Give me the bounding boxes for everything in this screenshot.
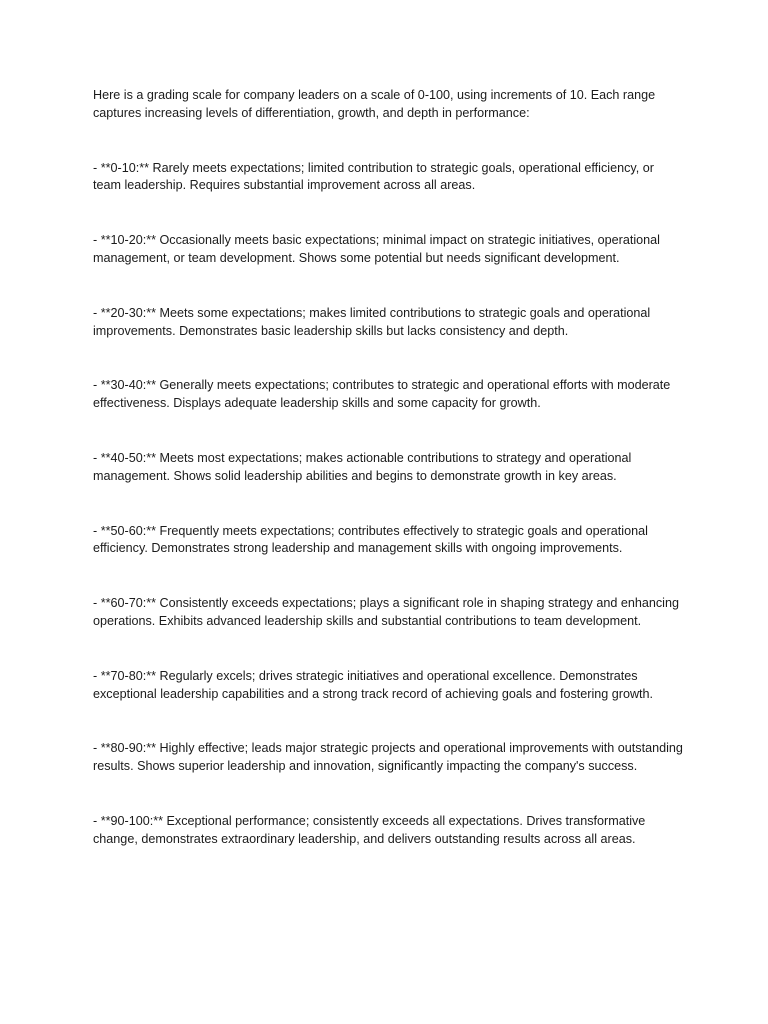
grade-range-50-60: - **50-60:** Frequently meets expectations; contributes effectively to strategic goals and operational efficiency. Demonstrates strong leadership and management skills with ongoing improvements.: [93, 523, 648, 556]
intro-paragraph: Here is a grading scale for company leaders on a scale of 0-100, using increments of 10. Each range captures increasing levels of differentiation, growth, and depth in performance:: [93, 88, 656, 120]
document-body: [93, 87, 683, 849]
grade-range-60-70: - **60-70:** Consistently exceeds expectations; plays a significant role in shaping strategy and enhancing operations. Exhibits advanced leadership skills and substantial contributions to team development.: [93, 596, 679, 628]
grade-range-20-30: - **20-30:** Meets some expectations; makes limited contributions to strategic goals and operational improvements. Demonstrates basic leadership skills but lacks consistency and depth.: [93, 305, 651, 338]
grade-range-70-80: - **70-80:** Regularly excels; drives strategic initiatives and operational excellence. Demonstrates exceptional leadership capabilities and a strong track record of achieving goals and fostering growth.: [93, 668, 654, 701]
grade-range-90-100: - **90-100:** Exceptional performance; consistently exceeds all expectations. Drives transformative change, demonstrates extraordinary leadership, and delivers outstanding results across all areas.: [93, 813, 646, 846]
grade-range-80-90: - **80-90:** Highly effective; leads major strategic projects and operational improvements with outstanding results. Shows superior leadership and innovation, significantly impacting the company's success.: [93, 741, 683, 774]
grade-range-30-40: - **30-40:** Generally meets expectations; contributes to strategic and operational efforts with moderate effectiveness. Displays adequate leadership skills and some capacity for growth.: [93, 378, 671, 411]
grade-range-40-50: - **40-50:** Meets most expectations; makes actionable contributions to strategy and operational management. Shows solid leadership abilities and begins to demonstrate growth in key areas.: [93, 450, 632, 483]
grade-range-0-10: - **0-10:** Rarely meets expectations; limited contribution to strategic goals, operational efficiency, or team leadership. Requires substantial improvement across all areas.: [93, 160, 654, 193]
grade-range-10-20: - **10-20:** Occasionally meets basic expectations; minimal impact on strategic initiatives, operational management, or team development. Shows some potential but needs significant development.: [93, 233, 660, 265]
